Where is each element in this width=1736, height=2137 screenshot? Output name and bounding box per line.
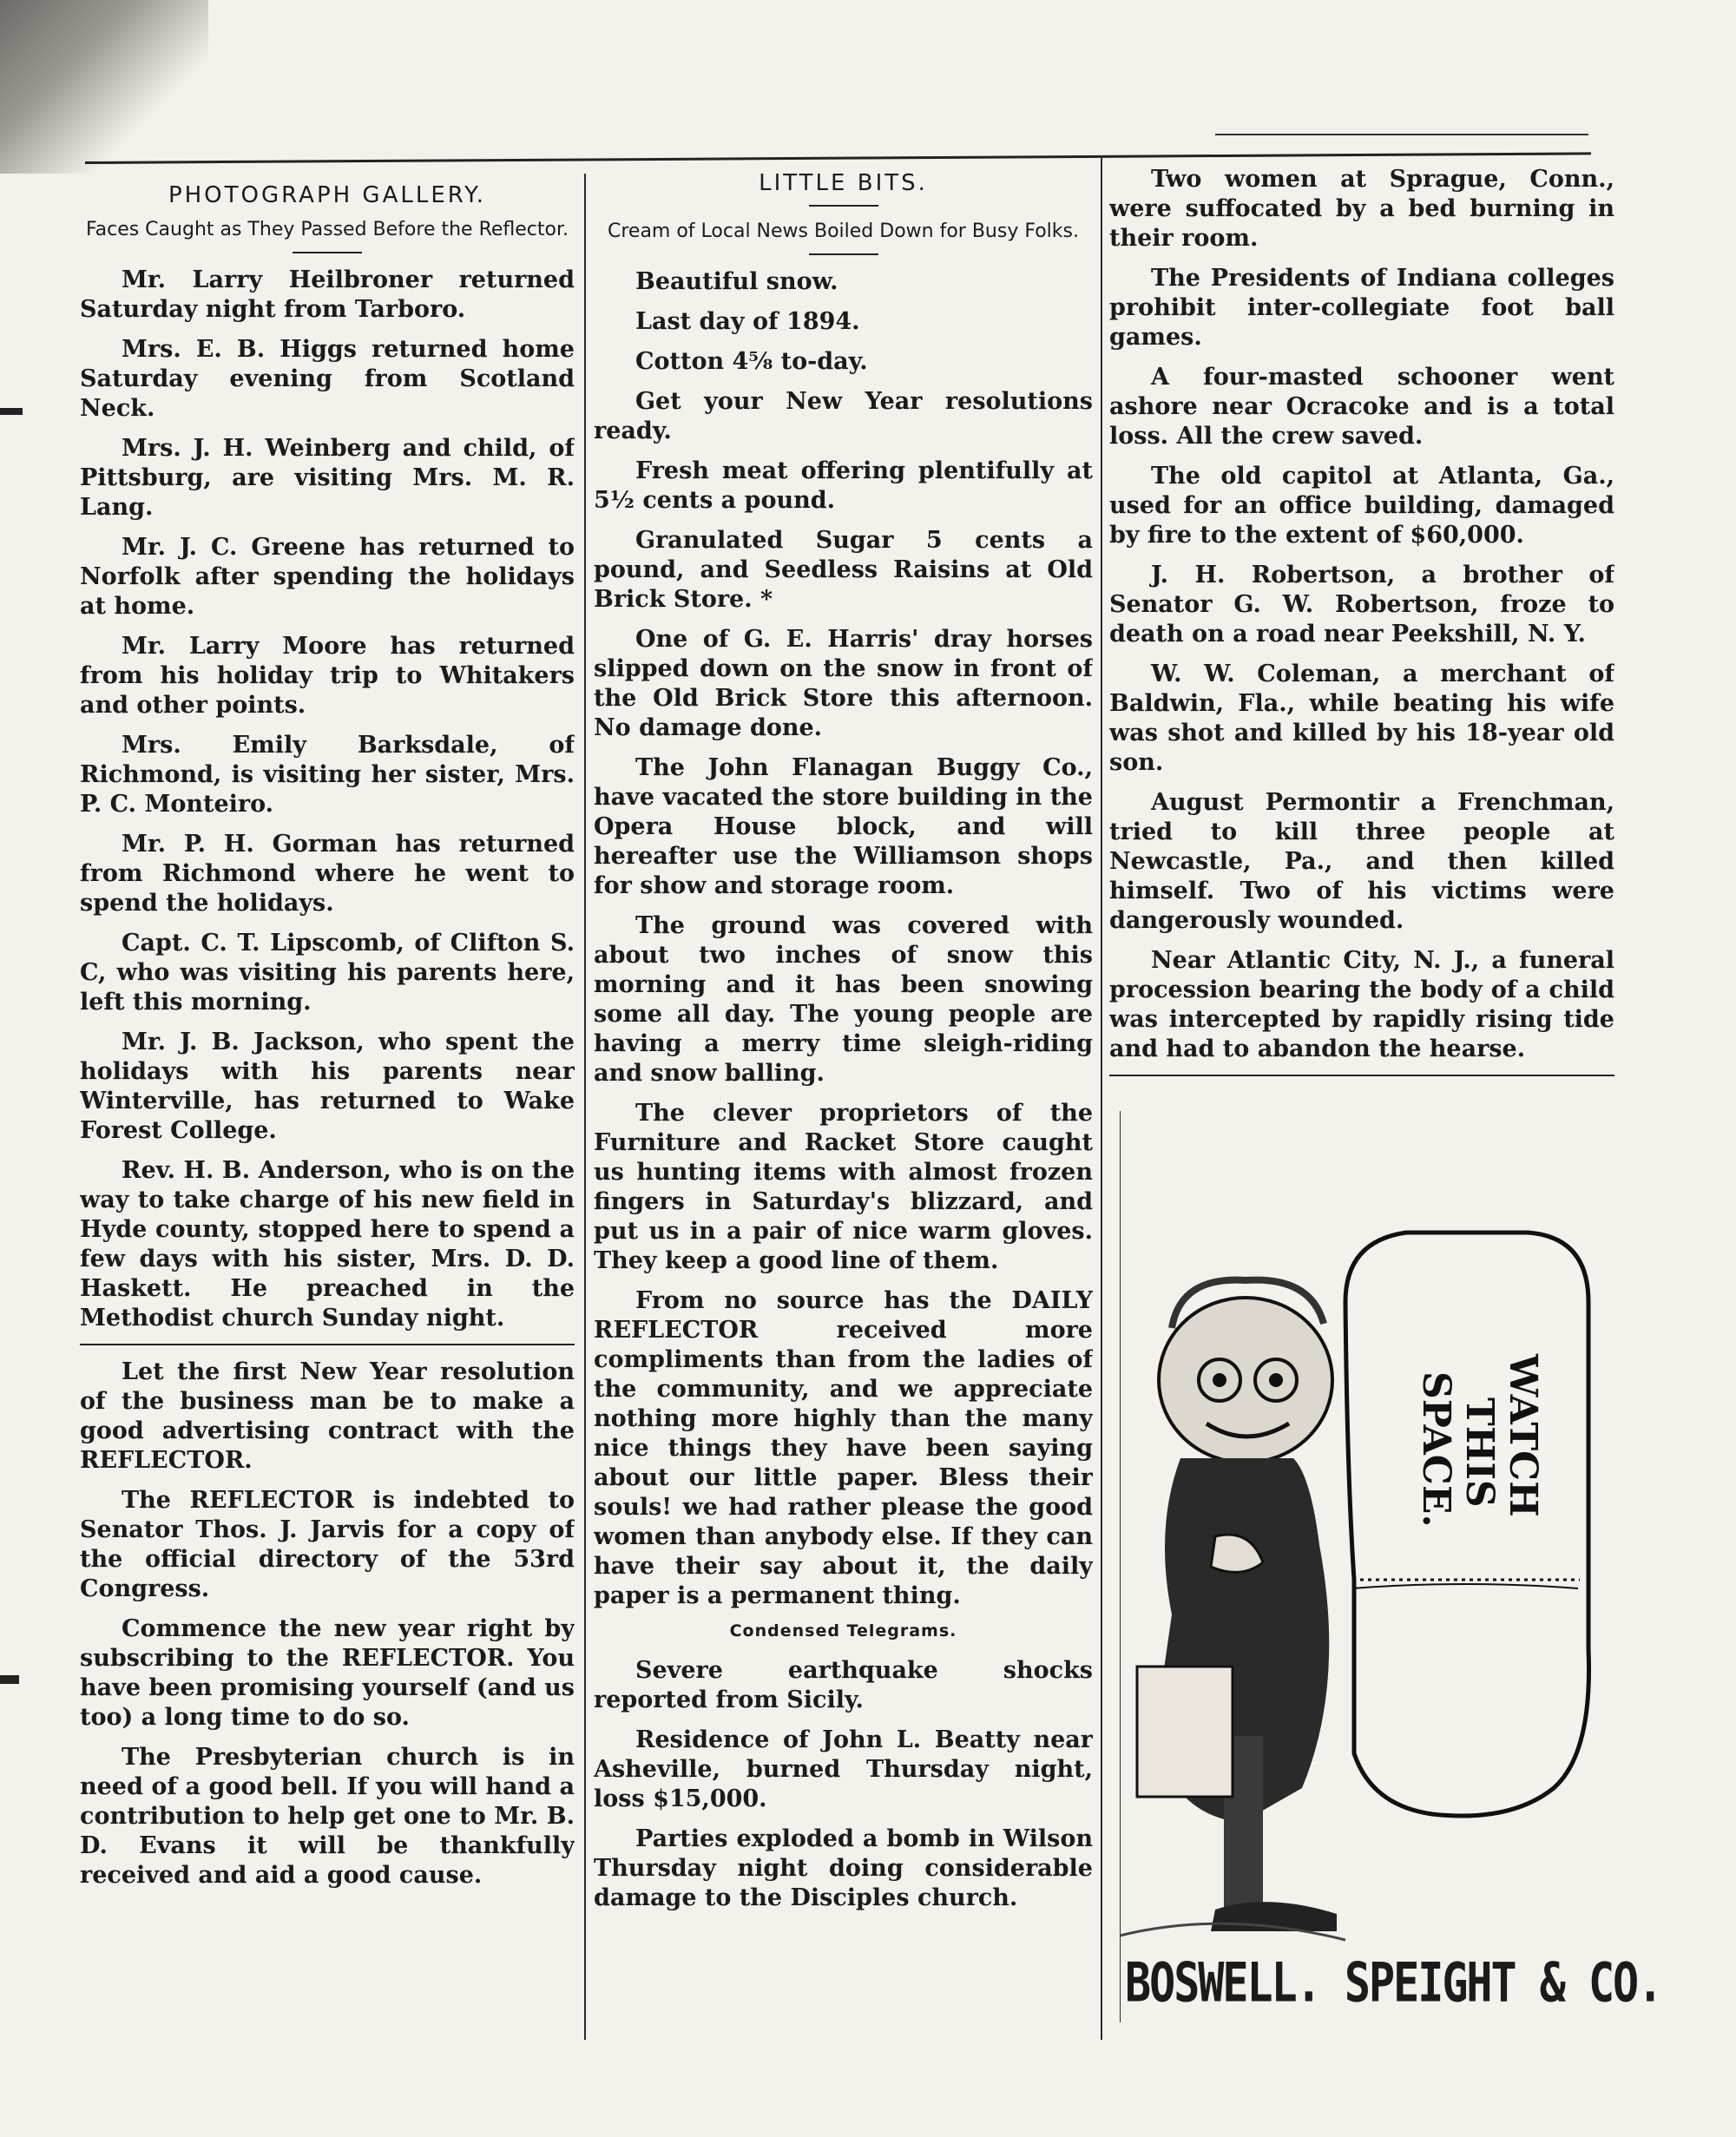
- short-rule: [809, 253, 878, 255]
- ad-slogan-line: THIS: [1457, 1397, 1502, 1508]
- old-man-figure: [1120, 1280, 1345, 1940]
- news-item: J. H. Robertson, a brother of Senator G. W. Robertson, froze to death on a road near Peekshill, N. Y.: [1109, 562, 1614, 648]
- news-item: August Permontir a Frenchman, tried to kill three people at Newcastle, Pa., and then killed himself. Two of his victims were dangerously wounded.: [1109, 789, 1614, 934]
- news-item: Rev. H. B. Anderson, who is on the way to take charge of his new field in Hyde county, stopped here to spend a few days with his sister, Mrs. D. D. Haskett. He preached in the Methodist church Sunday night.: [80, 1157, 575, 1332]
- news-item: Fresh meat offering plentifully at 5½ cents a pound.: [594, 457, 1093, 514]
- news-item: Mr. Larry Heilbroner returned Saturday night from Tarboro.: [80, 266, 575, 323]
- telegram-item: Residence of John L. Beatty near Asheville, burned Thursday night, loss $15,000.: [594, 1726, 1093, 1812]
- news-item: One of G. E. Harris' dray horses slipped down on the snow in front of the Old Brick Store this afternoon. No damage done.: [594, 626, 1093, 741]
- news-item: From no source has the DAILY REFLECTOR received more compliments than from the ladies of the community, and we appreciate nothing more highly than the many nice things they have been saying about our little paper. Bless their souls! we had rather please the good women than anybody else. If they can have their say about it, the daily paper is a permanent thing.: [594, 1287, 1093, 1609]
- news-item: Two women at Sprague, Conn., were suffocated by a bed burning in their room.: [1109, 166, 1614, 252]
- news-item: Cotton 4⅝ to-day.: [635, 348, 868, 375]
- column-photograph-gallery: [80, 182, 575, 2048]
- telegram-item: Parties exploded a bomb in Wilson Thursday night doing considerable damage to the Disciples church.: [594, 1825, 1093, 1911]
- news-item: Last day of 1894.: [635, 308, 860, 335]
- news-item: A four-masted schooner went ashore near Ocracoke and is a total loss. All the crew saved.: [1109, 364, 1614, 450]
- top-rule-short: [1215, 134, 1588, 135]
- news-item: Capt. C. T. Lipscomb, of Clifton S. C, who was visiting his parents here, left this morning.: [80, 930, 575, 1016]
- news-item: The clever proprietors of the Furniture and Racket Store caught us hunting items with almost frozen fingers in Saturday's blizzard, and put us in a pair of nice warm gloves. They keep a good line of them.: [594, 1100, 1093, 1274]
- news-item: The ground was covered with about two inches of snow this morning and it has been snowing some all day. The young people are having a merry time sleigh-riding and snow balling.: [594, 912, 1093, 1087]
- advertisement: [1120, 1128, 1641, 2048]
- telegram-item: Severe earthquake shocks reported from Sicily.: [594, 1657, 1093, 1713]
- news-item: Mr. Larry Moore has returned from his holiday trip to Whitakers and other points.: [80, 633, 575, 719]
- ad-slogan-line: WATCH: [1501, 1354, 1545, 1517]
- news-item: Let the first New Year resolution of the business man be to make a good advertising contract with the REFLECTOR.: [80, 1358, 575, 1474]
- short-rule: [293, 252, 362, 253]
- column-subheading: Cream of Local News Boiled Down for Busy Folks.: [607, 220, 1079, 242]
- news-item: Near Atlantic City, N. J., a funeral procession bearing the body of a child was intercepted by rapidly rising tide and had to abandon the hearse.: [1109, 947, 1614, 1062]
- column-rule-1: [584, 174, 586, 2040]
- news-item: The old capitol at Atlanta, Ga., used for an office building, damaged by fire to the extent of $60,000.: [1109, 463, 1614, 549]
- page-corner-fold: [0, 0, 208, 174]
- section-rule: [80, 1344, 575, 1345]
- column-heading: LITTLE BITS.: [759, 170, 928, 196]
- news-item: Mr. J. B. Jackson, who spent the holidays with his parents near Winterville, has returned to Wake Forest College.: [80, 1029, 575, 1144]
- news-item: The Presbyterian church is in need of a good bell. If you will hand a contribution to help get one to Mr. B. D. Evans it will be thankfully received and aid a good cause.: [80, 1744, 575, 1889]
- news-item: W. W. Coleman, a merchant of Baldwin, Fla., while beating his wife was shot and killed by his 18-year old son.: [1109, 661, 1614, 776]
- column-little-bits: [594, 170, 1093, 2045]
- news-item: Commence the new year right by subscribing to the REFLECTOR. You have been promising yourself (and us too) a long time to do so.: [80, 1615, 575, 1731]
- news-item: Mr. P. H. Gorman has returned from Richmond where he went to spend the holidays.: [80, 831, 575, 917]
- column-rule-2: [1101, 156, 1102, 2040]
- news-item: Beautiful snow.: [635, 268, 838, 295]
- ad-slogan-line: SPACE.: [1414, 1371, 1458, 1528]
- news-item: Granulated Sugar 5 cents a pound, and Seedless Raisins at Old Brick Store. *: [594, 527, 1093, 613]
- news-item: Mrs. Emily Barksdale, of Richmond, is visiting her sister, Mrs. P. C. Monteiro.: [80, 732, 575, 818]
- telegrams-heading: Condensed Telegrams.: [729, 1621, 957, 1641]
- column-subheading: Faces Caught as They Passed Before the Reflector.: [85, 219, 569, 240]
- news-item: Get your New Year resolutions ready.: [594, 388, 1093, 444]
- news-item: The Presidents of Indiana colleges prohibit inter-collegiate foot ball games.: [1109, 265, 1614, 351]
- boot-icon: [1345, 1233, 1589, 1816]
- news-item: The REFLECTOR is indebted to Senator Thos. J. Jarvis for a copy of the official directory of the 53rd Congress.: [80, 1487, 575, 1602]
- column-telegraph-news: [1109, 165, 1614, 1111]
- news-item: Mr. J. C. Greene has returned to Norfolk after spending the holidays at home.: [80, 534, 575, 620]
- news-item: Mrs. J. H. Weinberg and child, of Pittsburg, are visiting Mrs. M. R. Lang.: [80, 435, 575, 521]
- edge-mark: [0, 408, 23, 415]
- advertiser-name: BOSWELL. SPEIGHT & CO.: [1125, 1951, 1662, 2015]
- top-rule: [85, 152, 1591, 164]
- ad-illustration: [1120, 1128, 1641, 1962]
- short-rule: [809, 205, 878, 207]
- section-rule: [1109, 1075, 1614, 1076]
- news-item: The John Flanagan Buggy Co., have vacated the store building in the Opera House block, and will hereafter use the Williamson shops for show and storage room.: [594, 754, 1093, 899]
- news-item: Mrs. E. B. Higgs returned home Saturday evening from Scotland Neck.: [80, 336, 575, 422]
- edge-mark: [0, 1675, 19, 1684]
- column-heading: PHOTOGRAPH GALLERY.: [168, 182, 487, 208]
